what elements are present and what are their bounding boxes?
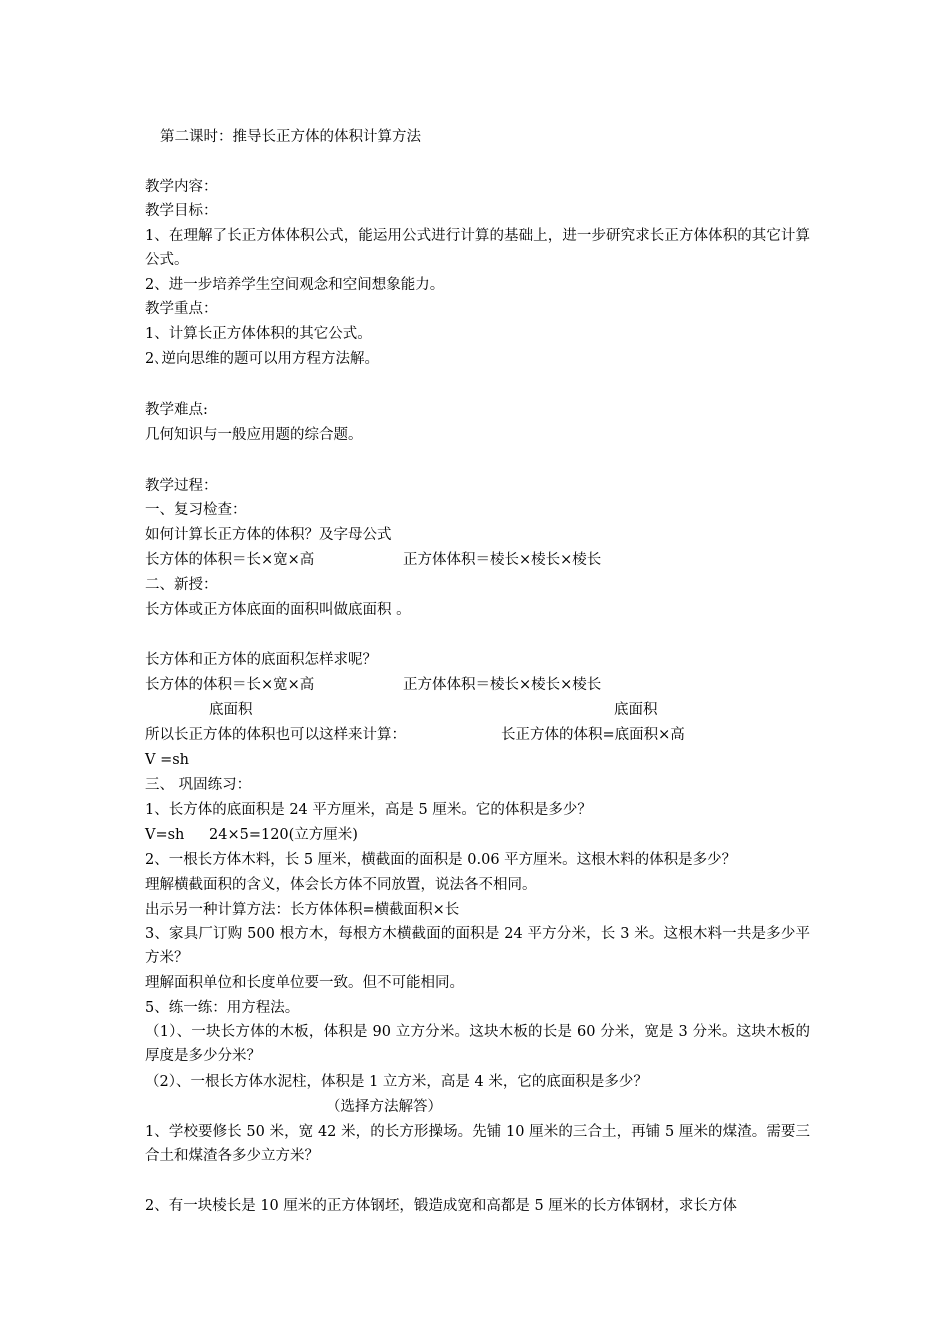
practice-5-2: （2）、一根长方体水泥柱，体积是 1 立方米，高是 4 米，它的底面积是多少？ xyxy=(145,1074,648,1090)
process-label: 教学过程： xyxy=(145,478,218,494)
difficulty-text: 几何知识与一般应用题的综合题。 xyxy=(145,427,363,443)
base-area-label-cube: 底面积 xyxy=(614,702,658,718)
formula-vsh: V =sh xyxy=(145,752,190,768)
lesson-title: 第二课时：推导长正方体的体积计算方法 xyxy=(160,129,421,145)
practice-2-note: 理解横截面积的含义，体会长方体不同放置，说法各不相同。 xyxy=(145,877,537,893)
formula-cube: 正方体体积＝棱长×棱长×棱长 xyxy=(403,552,602,568)
choose-method: （选择方法解答） xyxy=(326,1099,442,1115)
base-area-question: 长方体和正方体的底面积怎样求呢？ xyxy=(145,652,377,668)
goal-1: 1、在理解了长正方体体积公式，能运用公式进行计算的基础上，进一步研究求长正方体体积的其它计算公式。 xyxy=(145,228,810,268)
practice-3-note: 理解面积单位和长度单位要一致。但不可能相同。 xyxy=(145,975,464,991)
practice-5: 5、练一练：用方程法。 xyxy=(145,1000,300,1016)
base-area-definition: 长方体或正方体底面的面积叫做底面积 。 xyxy=(145,602,411,618)
difficulty-label: 教学难点: xyxy=(145,402,208,418)
key-point-2: 2､逆向思维的题可以用方程方法解。 xyxy=(145,351,379,367)
formula-cube-2: 正方体体积＝棱长×棱长×棱长 xyxy=(403,677,602,693)
base-area-label-cuboid: 底面积 xyxy=(209,702,253,718)
formula-general: 长正方体的体积=底面积×高 xyxy=(501,727,685,743)
formula-cuboid: 长方体的体积＝长×宽×高 xyxy=(145,552,315,568)
practice-heading: 三、 巩固练习： xyxy=(145,777,252,793)
practice-3: 3、家具厂订购 500 根方木，每根方木横截面的面积是 24 平方分米，长 3 米。这根木料一共是多少平方米？ xyxy=(145,926,810,966)
practice-1: 1、长方体的底面积是 24 平方厘米，高是 5 厘米。它的体积是多少？ xyxy=(145,802,592,818)
practice-2-method: 出示另一种计算方法：长方体体积=横截面积×长 xyxy=(145,902,460,918)
review-heading: 一、复习检查： xyxy=(145,502,247,518)
new-heading: 二、新授： xyxy=(145,577,218,593)
question-1: 1、学校要修长 50 米，宽 42 米，的长方形操场。先铺 10 厘米的三合土，再铺 5 厘米的煤渣。需要三合土和煤渣各多少立方米？ xyxy=(145,1124,810,1164)
practice-2: 2、一根长方体木料，长 5 厘米，横截面的面积是 0.06 平方厘米。这根木料的体积是多少？ xyxy=(145,852,737,868)
goal-2: 2、进一步培养学生空间观念和空间想象能力。 xyxy=(145,277,445,293)
key-label: 教学重点： xyxy=(145,301,218,317)
content-label: 教学内容： xyxy=(145,179,218,195)
goals-label: 教学目标： xyxy=(145,203,218,219)
formula-cuboid-2: 长方体的体积＝长×宽×高 xyxy=(145,677,315,693)
practice-1-formula: V=sh xyxy=(145,827,185,843)
practice-1-solution: 24×5=120(立方厘米) xyxy=(209,827,358,843)
so-text: 所以长正方体的体积也可以这样来计算： xyxy=(145,727,406,743)
practice-5-1: （1）、一块长方体的木板，体积是 90 立方分米。这块木板的长是 60 分米，宽是 3 分米。这块木板的厚度是多少分米？ xyxy=(145,1024,810,1064)
question-2: 2、有一块棱长是 10 厘米的正方体钢坯，锻造成宽和高都是 5 厘米的长方体钢材，求长方体 xyxy=(145,1198,737,1214)
key-point-1: 1、计算长正方体体积的其它公式。 xyxy=(145,326,372,342)
review-question: 如何计算长正方体的体积？及字母公式 xyxy=(145,527,392,543)
